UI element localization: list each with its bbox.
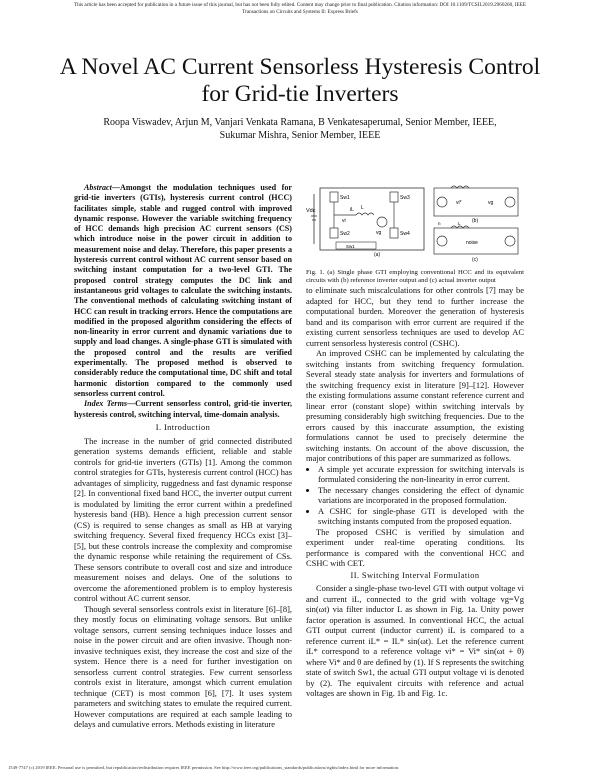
circuit-diagram [306, 182, 526, 268]
equivalent-circuit-reference [434, 188, 518, 216]
sw4-label: Sw4 [400, 231, 410, 237]
left-column [74, 421, 292, 730]
panel-b-label: (b) [472, 218, 479, 224]
contributions-list [306, 464, 524, 527]
switch-sw1 [330, 192, 338, 202]
abstract-text: —Amongst the modulation techniques used for grid-tie inverters (GTIs), hysteresis current control (HCC) facilitates simple, stable and rugged control with improved dynamic response. However the variable switching frequency of HCC demands high precision AC current sensors (CS) which introduce noise in the power circuit in addition to measurement noise and delay. Therefore, this paper presents a hysteresis current control without AC current sensor based on switching instant computation for a two-level GTI. The proposed control strategy computes the DC link and instantaneous grid voltages to calculate the switching instants. The conventional methods of calculating switching instant of HCC can result in tracking errors. Hence the computations are modified in the proposed algorithm considering the effects of non-linearity in error current and dynamic variations due to supply and load changes. A single-phase GTI is simulated with the proposed control and the results are verified experimentally. The proposed method is observed to considerably reduce the computational time, DC shift and total harmonic distortion compared to the commonly used sensorless current control. [74, 183, 292, 398]
section-heading-intro: I. Introduction [155, 423, 211, 432]
switch-sw3 [390, 192, 398, 202]
grid-source [377, 217, 387, 227]
figure-caption: Fig. 1. (a) Single phase GTI employing conventional HCC and its equivalent circuits with (b) reference inverter output and (c) actual inverter output [306, 269, 524, 285]
il-label: iL [350, 207, 354, 213]
authors-line-1: Roopa Viswadev, Arjun M, Vanjari Venkata Ramana, B Venkatesaperumal, Senior Member, IEEE, [103, 117, 497, 128]
contribution-item: • The necessary changes considering the effect of dynamic variations are incorporated in the proposed formulation. [318, 485, 524, 506]
switch-sw2 [330, 228, 338, 238]
paper-title [30, 54, 570, 108]
right-paragraph-4: Consider a single-phase two-level GTI with output voltage vi and current iL, connected to the grid with voltage vg=Vg sin(ωt) via filter inductor L as shown in Fig. 1a. Unity power factor operation is assumed. In conventional HCC, the actual GTI output current (inductor current) iL is compared to a reference current iL* = IL* sin(ωt). Let the reference current iL* correspond to a reference voltage vi* = Vi* sin(ωt + θ) where Vi* and θ are defined by (1). If S represents the switching state of switch Sw1, the actual GTI output voltage vi is denoted by (2). The equivalent circuits with reference and actual voltages are shown in Fig. 1b and Fig. 1c. [306, 583, 524, 698]
sw3-label: Sw3 [400, 195, 410, 201]
intro-paragraph-1: The increase in the number of grid connected distributed generation systems demands efficient, reliable and stable controls for grid-tie inverters (GTIs) [1]. Among the common control strategies for GTIs, hysteresis current control (HCC) has advantages of simplicity, ruggedness and fast dynamic response [2]. In conventional fixed band HCC, the inverter output current is modulated by limiting the error current within a predefined hysteresis band (HB). Hence a high precession current sensor (CS) is required to sense changes as small as HB at varying switching frequency. Several fixed frequency HCCs exist [3]–[5], but these controls increase the complexity and compromise the dynamic response while retaining the requirement of CSs. These sensors contribute to overall cost and size and introduce measurement noises and delays. One of the solutions to overcome the aforementioned problem is to employ hysteresis control without AC current sensor. [74, 435, 292, 603]
vi-label: vi [342, 218, 346, 224]
vdc-label: Vdc [306, 208, 316, 214]
authors-line-2: Sukumar Mishra, Senior Member, IEEE [219, 130, 381, 141]
author-list [40, 116, 560, 142]
abstract [74, 183, 292, 420]
contribution-item: • A simple yet accurate expression for switching intervals is formulated considering the non-linearity in error current. [318, 464, 524, 485]
banner-line-1: This article has been accepted for publication in a future issue of this journal, but has not been fully edited. Content may change prior to final publication. Citation information: DOI 10.1109/TCSII.2019.2960260, IEEE [73, 2, 527, 8]
right-column [306, 285, 524, 699]
sw1-control-label: Sw1 [346, 244, 355, 249]
index-terms-label: Index Terms [84, 399, 128, 409]
switch-sw4 [390, 228, 398, 238]
noise-label: noise [466, 240, 478, 246]
title-line-2: for Grid-tie Inverters [201, 81, 399, 107]
panel-c-label: (c) [472, 257, 478, 263]
abstract-label: Abstract [84, 183, 112, 192]
panel-a-label: (a) [374, 252, 381, 258]
ref-voltage-label: vi* [456, 200, 462, 206]
vg-label: vg [376, 230, 382, 236]
contribution-item: • A CSHC for single-phase GTI is developed with the switching instants computed from the proposed equation. [318, 506, 524, 527]
inductor-symbol [356, 213, 374, 215]
journal-banner [8, 2, 592, 16]
title-line-1: A Novel AC Current Sensorless Hysteresis Control [59, 54, 541, 80]
copyright-footer: 1549-7747 (c) 2019 IEEE. Personal use is permitted, but republication/redistribution requires IEEE permission. See http://www.ieee.org/publications_standards/publications/rights/index.html for more information. [8, 765, 400, 770]
inductor-label: L [361, 205, 364, 211]
sw2-label: Sw2 [340, 231, 350, 237]
right-paragraph-1: to eliminate such miscalculations for other controls [7] may be adapted for HCC, but they tend to further increase the computational burden. Moreover the generation of hysteresis band and its comparison with error current are required if the existing current sensorless techniques are used to develop AC current sensorless hysteresis control (CSHC). [306, 285, 524, 348]
panel-b-vg-label: vg [488, 200, 494, 206]
sw1-label: Sw1 [340, 195, 350, 201]
intro-paragraph-2: Though several sensorless controls exist in literature [6]–[8], they mostly focus on eliminating voltage sensors. But unlike voltage sensors, current sensing techniques induce losses and noise in the power circuit and are often invasive. Though non-invasive techniques exist, they increase the cost and size of the system. Hence there is a need for further investigation on sensorless current control strategies. Few current sensorless controls exist in literature, amongst which current emulation technique (CET) is most common [6], [7]. It uses system parameters and switching states to emulate the required current. However computations are required at each sample leading to delays and cumulative errors. Methods existing in literature [74, 603, 292, 729]
figure-1 [306, 182, 526, 268]
panel-c-inductor-label: L [458, 221, 461, 226]
right-paragraph-3: The proposed CSHC is verified by simulation and experiment under real-time operating conditions. Its performance is compared with the conventional HCC and CSHC with CET. [306, 526, 524, 568]
section-heading-2: II. Switching Interval Formulation [350, 570, 480, 580]
hcc-controller-box [336, 242, 376, 249]
right-paragraph-2: An improved CSHC can be implemented by calculating the switching instants from switching frequency formulation. Several steady state analysis for inverters and formulations of the switching frequency exist in literature [9]–[12]. However the existing formulations assume constant reference current and linear error (constant slope) within switching intervals by presuming considerably high switching frequencies. Due to the errors caused by this inaccurate assumption, the existing formulations cannot be used to precisely determine the switching instants. On account of the above discussion, the major contributions of this paper are summarized as follows. [306, 348, 524, 463]
banner-line-2: Transactions on Circuits and Systems II: Express Briefs [242, 9, 358, 15]
index-terms-text: —Current sensorless control, grid-tie inverter, hysteresis control, switching interval, time-domain analysis. [74, 399, 293, 419]
neutral-label: n [438, 221, 441, 226]
